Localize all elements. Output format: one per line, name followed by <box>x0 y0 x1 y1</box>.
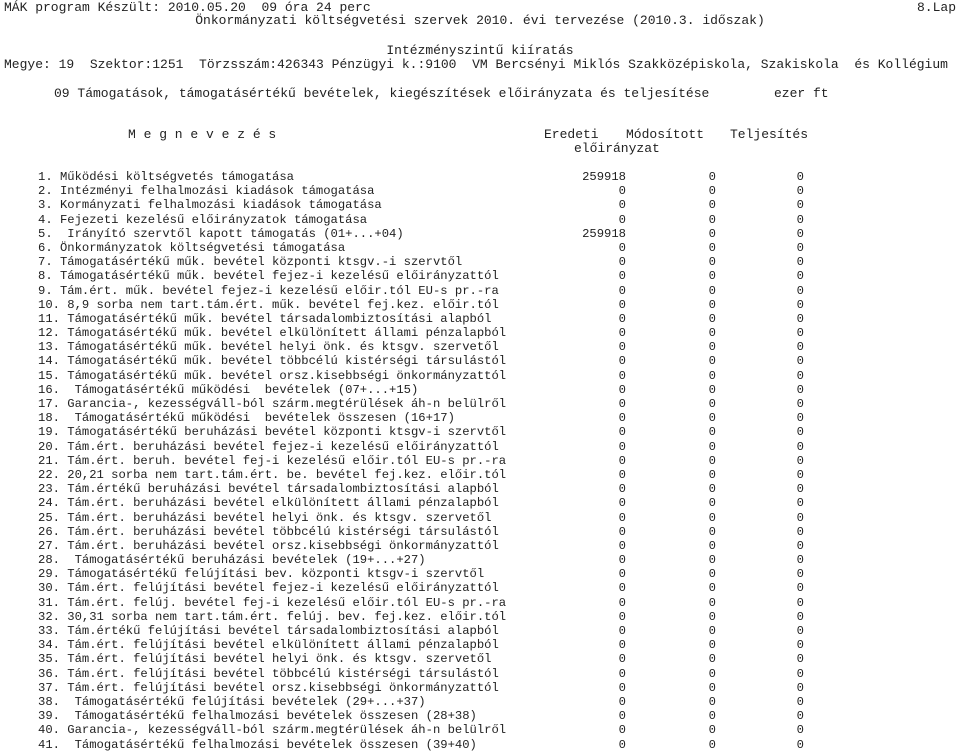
row-label: 35. Tám.ért. felújítási bevétel helyi önk. és ktsgv. szervetől <box>38 652 492 667</box>
row-modified-value: 0 <box>708 184 716 199</box>
row-original-value: 0 <box>618 553 626 568</box>
row-original-value: 0 <box>618 638 626 653</box>
row-label: 39. Támogatásértékű felhalmozási bevételek összesen (28+38) <box>38 709 477 724</box>
page-number: 8.Lap <box>916 0 956 15</box>
table-row <box>0 397 960 411</box>
row-modified-value: 0 <box>708 269 716 284</box>
row-actual-value: 0 <box>796 538 804 553</box>
table-row <box>0 596 960 610</box>
header-program-info: MÁK program Készült: 2010.05.20 09 óra 24 perc <box>4 0 371 15</box>
row-original-value: 0 <box>618 538 626 553</box>
row-modified-value: 0 <box>708 226 716 241</box>
row-label: 4. Fejezeti kezelésű előirányzatok támogatása <box>38 212 368 227</box>
row-actual-value: 0 <box>796 567 804 582</box>
column-header-modified: Módosított <box>626 127 705 142</box>
row-actual-value: 0 <box>796 340 804 355</box>
row-modified-value: 0 <box>708 723 716 738</box>
row-original-value: 0 <box>618 567 626 582</box>
table-row <box>0 184 960 198</box>
row-actual-value: 0 <box>796 652 804 667</box>
row-original-value: 0 <box>618 354 626 369</box>
row-modified-value: 0 <box>708 467 716 482</box>
table-row <box>0 738 960 752</box>
row-modified-value: 0 <box>708 368 716 383</box>
row-label: 22. 20,21 sorba nem tart.tám.ért. be. bevétel fej.kez. előir.tól <box>38 467 507 482</box>
table-row <box>0 482 960 496</box>
row-actual-value: 0 <box>796 326 804 341</box>
row-label: 7. Támogatásértékű műk. bevétel központi ktsgv.-i szervtől <box>38 255 463 270</box>
row-actual-value: 0 <box>796 397 804 411</box>
table-row <box>0 440 960 454</box>
row-original-value: 0 <box>618 694 626 709</box>
row-modified-value: 0 <box>708 354 716 369</box>
row-original-value: 0 <box>618 666 626 681</box>
row-actual-value: 0 <box>796 524 804 539</box>
table-row <box>0 468 960 482</box>
row-actual-value: 0 <box>796 255 804 270</box>
row-label: 5. Irányító szervtől kapott támogatás (01+...+04) <box>38 226 404 241</box>
row-original-value: 0 <box>618 581 626 596</box>
row-original-value: 0 <box>618 595 626 610</box>
row-original-value: 0 <box>618 255 626 270</box>
row-label: 26. Tám.ért. beruházási bevétel többcélú kistérségi társulástól <box>38 524 499 539</box>
row-actual-value: 0 <box>796 453 804 468</box>
row-modified-value: 0 <box>708 397 716 411</box>
row-original-value: 0 <box>618 326 626 341</box>
table-row <box>0 425 960 439</box>
report-subtitle: Önkormányzati költségvetési szervek 2010. évi tervezése (2010.3. időszak) <box>195 13 765 28</box>
row-label: 27. Tám.ért. beruházási bevétel orsz.kisebbségi önkormányzattól <box>38 538 499 553</box>
row-label: 12. Támogatásértékű műk. bevétel elkülönített állami pénzalapból <box>38 326 507 341</box>
row-label: 3. Kormányzati felhalmozási kiadások támogatása <box>38 198 382 213</box>
row-label: 23. Tám.értékű beruházási bevétel társadalombiztosítási alapból <box>38 482 499 497</box>
row-original-value: 0 <box>618 467 626 482</box>
row-label: 14. Támogatásértékű műk. bevétel többcélú kistérségi társulástól <box>38 354 507 369</box>
table-row <box>0 369 960 383</box>
row-original-value: 0 <box>618 397 626 411</box>
table-row <box>0 496 960 510</box>
row-modified-value: 0 <box>708 680 716 695</box>
row-original-value: 259918 <box>582 226 626 241</box>
row-modified-value: 0 <box>708 297 716 312</box>
row-actual-value: 0 <box>796 297 804 312</box>
row-actual-value: 0 <box>796 694 804 709</box>
row-label: 33. Tám.értékű felújítási bevétel társadalombiztosítási alapból <box>38 624 499 638</box>
row-actual-value: 0 <box>796 737 804 752</box>
row-modified-value: 0 <box>708 666 716 681</box>
row-actual-value: 0 <box>796 170 804 184</box>
row-actual-value: 0 <box>796 680 804 695</box>
table-row <box>0 326 960 340</box>
row-original-value: 0 <box>618 609 626 624</box>
row-original-value: 0 <box>618 283 626 298</box>
row-modified-value: 0 <box>708 553 716 568</box>
table-row <box>0 298 960 312</box>
row-actual-value: 0 <box>796 269 804 284</box>
row-label: 32. 30,31 sorba nem tart.tám.ért. felúj. bev. fej.kez. előir.tól <box>38 609 507 624</box>
table-row <box>0 340 960 354</box>
row-original-value: 0 <box>618 709 626 724</box>
table-row <box>0 652 960 666</box>
row-modified-value: 0 <box>708 453 716 468</box>
row-label: 36. Tám.ért. felújítási bevétel többcélú kistérségi társulástól <box>38 666 499 681</box>
row-actual-value: 0 <box>796 368 804 383</box>
row-label: 28. Támogatásértékű beruházási bevételek (19+...+27) <box>38 553 426 568</box>
column-header-actual: Teljesítés <box>730 127 809 142</box>
row-original-value: 0 <box>618 368 626 383</box>
row-actual-value: 0 <box>796 439 804 454</box>
row-original-value: 0 <box>618 184 626 199</box>
row-actual-value: 0 <box>796 283 804 298</box>
table-row <box>0 525 960 539</box>
row-label: 29. Támogatásértékű felújítási bev. központi ktsgv-i szervtől <box>38 567 485 582</box>
row-actual-value: 0 <box>796 311 804 326</box>
row-original-value: 259918 <box>582 170 626 184</box>
row-actual-value: 0 <box>796 467 804 482</box>
row-original-value: 0 <box>618 269 626 284</box>
unit-label: ezer ft <box>774 86 829 101</box>
data-table <box>0 170 960 752</box>
row-original-value: 0 <box>618 510 626 525</box>
row-actual-value: 0 <box>796 411 804 426</box>
row-modified-value: 0 <box>708 212 716 227</box>
row-original-value: 0 <box>618 524 626 539</box>
report-type: Intézményszintű kiíratás <box>386 43 574 58</box>
column-header-modified-sub: előirányzat <box>574 141 660 156</box>
table-row <box>0 213 960 227</box>
row-modified-value: 0 <box>708 538 716 553</box>
row-label: 41. Támogatásértékű felhalmozási bevételek összesen (39+40) <box>38 737 477 752</box>
row-modified-value: 0 <box>708 652 716 667</box>
row-original-value: 0 <box>618 624 626 638</box>
row-label: 34. Tám.ért. felújítási bevétel elkülönített állami pénzalapból <box>38 638 499 653</box>
row-label: 8. Támogatásértékű műk. bevétel fejez-i kezelésű előirányzattól <box>38 269 499 284</box>
row-modified-value: 0 <box>708 439 716 454</box>
row-original-value: 0 <box>618 496 626 511</box>
row-label: 9. Tám.ért. műk. bevétel fejez-i kezelésű előir.tól EU-s pr.-ra <box>38 283 499 298</box>
column-header-original: Eredeti <box>544 127 599 142</box>
row-label: 10. 8,9 sorba nem tart.tám.ért. műk. bevétel fej.kez. előir.tól <box>38 297 499 312</box>
table-row <box>0 227 960 241</box>
column-header-name: M e g n e v e z é s <box>128 127 277 142</box>
row-actual-value: 0 <box>796 709 804 724</box>
row-actual-value: 0 <box>796 226 804 241</box>
table-row <box>0 638 960 652</box>
row-label: 40. Garancia-, kezességváll-ból szárm.megtérülések áh-n belülről <box>38 723 507 738</box>
row-label: 11. Támogatásértékű műk. bevétel társadalombiztosítási alapból <box>38 311 492 326</box>
row-modified-value: 0 <box>708 240 716 255</box>
row-original-value: 0 <box>618 240 626 255</box>
row-modified-value: 0 <box>708 694 716 709</box>
row-label: 25. Tám.ért. beruházási bevétel helyi önk. és ktsgv. szervetől <box>38 510 492 525</box>
table-row <box>0 553 960 567</box>
table-row <box>0 284 960 298</box>
row-modified-value: 0 <box>708 255 716 270</box>
row-modified-value: 0 <box>708 581 716 596</box>
row-actual-value: 0 <box>796 425 804 440</box>
row-modified-value: 0 <box>708 638 716 653</box>
report-title: 09 Támogatások, támogatásértékű bevételek, kiegészítések előirányzata és teljesítése <box>54 86 710 101</box>
row-original-value: 0 <box>618 652 626 667</box>
row-original-value: 0 <box>618 382 626 397</box>
table-row <box>0 695 960 709</box>
row-modified-value: 0 <box>708 198 716 213</box>
row-modified-value: 0 <box>708 510 716 525</box>
row-modified-value: 0 <box>708 425 716 440</box>
row-label: 18. Támogatásértékű működési bevételek összesen (16+17) <box>38 411 455 426</box>
row-actual-value: 0 <box>796 553 804 568</box>
table-row <box>0 567 960 581</box>
row-label: 17. Garancia-, kezességváll-ból szárm.megtérülések áh-n belülről <box>38 397 507 411</box>
row-label: 21. Tám.ért. beruh. bevétel fej-i kezelésű előir.tól EU-s pr.-ra <box>38 453 507 468</box>
table-row <box>0 539 960 553</box>
row-original-value: 0 <box>618 340 626 355</box>
row-actual-value: 0 <box>796 609 804 624</box>
row-modified-value: 0 <box>708 737 716 752</box>
table-row <box>0 411 960 425</box>
row-modified-value: 0 <box>708 283 716 298</box>
row-modified-value: 0 <box>708 567 716 582</box>
row-actual-value: 0 <box>796 581 804 596</box>
row-label: 38. Támogatásértékű felújítási bevételek (29+...+37) <box>38 694 426 709</box>
row-actual-value: 0 <box>796 382 804 397</box>
row-actual-value: 0 <box>796 595 804 610</box>
table-row <box>0 312 960 326</box>
table-row <box>0 170 960 184</box>
row-original-value: 0 <box>618 311 626 326</box>
table-row <box>0 198 960 212</box>
table-row <box>0 241 960 255</box>
row-original-value: 0 <box>618 212 626 227</box>
row-label: 37. Tám.ért. felújítási bevétel orsz.kisebbségi önkormányzattól <box>38 680 499 695</box>
row-modified-value: 0 <box>708 411 716 426</box>
table-row <box>0 354 960 368</box>
row-original-value: 0 <box>618 482 626 497</box>
table-row <box>0 255 960 269</box>
row-label: 2. Intézményi felhalmozási kiadások támogatása <box>38 184 375 199</box>
table-row <box>0 624 960 638</box>
row-actual-value: 0 <box>796 482 804 497</box>
row-modified-value: 0 <box>708 170 716 184</box>
row-label: 13. Támogatásértékű műk. bevétel helyi önk. és ktsgv. szervetől <box>38 340 499 355</box>
row-label: 19. Támogatásértékű beruházási bevétel központi ktsgv-i szervtől <box>38 425 507 440</box>
row-modified-value: 0 <box>708 496 716 511</box>
row-modified-value: 0 <box>708 595 716 610</box>
row-original-value: 0 <box>618 680 626 695</box>
row-modified-value: 0 <box>708 609 716 624</box>
row-actual-value: 0 <box>796 666 804 681</box>
row-actual-value: 0 <box>796 638 804 653</box>
row-modified-value: 0 <box>708 524 716 539</box>
table-row <box>0 610 960 624</box>
row-modified-value: 0 <box>708 382 716 397</box>
row-modified-value: 0 <box>708 340 716 355</box>
row-label: 30. Tám.ért. felújítási bevétel fejez-i kezelésű előirányzattól <box>38 581 499 596</box>
table-row <box>0 723 960 737</box>
row-modified-value: 0 <box>708 624 716 638</box>
row-original-value: 0 <box>618 198 626 213</box>
row-label: 6. Önkormányzatok költségvetési támogatása <box>38 240 346 255</box>
table-row <box>0 269 960 283</box>
row-modified-value: 0 <box>708 326 716 341</box>
row-original-value: 0 <box>618 453 626 468</box>
row-label: 15. Támogatásértékű műk. bevétel orsz.kisebbségi önkormányzattól <box>38 368 507 383</box>
row-actual-value: 0 <box>796 496 804 511</box>
institution-info: Megye: 19 Szektor:1251 Törzsszám:426343 Pénzügyi k.:9100 VM Bercsényi Miklós Szakközépiskola, Szakiskola és Kollégium <box>4 57 948 72</box>
table-row <box>0 681 960 695</box>
row-original-value: 0 <box>618 439 626 454</box>
row-original-value: 0 <box>618 425 626 440</box>
row-original-value: 0 <box>618 723 626 738</box>
row-label: 31. Tám.ért. felúj. bevétel fej-i kezelésű előir.tól EU-s pr.-ra <box>38 595 507 610</box>
row-modified-value: 0 <box>708 482 716 497</box>
table-row <box>0 383 960 397</box>
table-row <box>0 454 960 468</box>
table-row <box>0 511 960 525</box>
row-actual-value: 0 <box>796 510 804 525</box>
row-actual-value: 0 <box>796 198 804 213</box>
row-modified-value: 0 <box>708 709 716 724</box>
row-label: 16. Támogatásértékű működési bevételek (07+...+15) <box>38 382 419 397</box>
row-modified-value: 0 <box>708 311 716 326</box>
row-actual-value: 0 <box>796 723 804 738</box>
row-actual-value: 0 <box>796 624 804 638</box>
table-row <box>0 581 960 595</box>
row-original-value: 0 <box>618 737 626 752</box>
row-original-value: 0 <box>618 411 626 426</box>
row-actual-value: 0 <box>796 354 804 369</box>
row-original-value: 0 <box>618 297 626 312</box>
row-actual-value: 0 <box>796 240 804 255</box>
row-label: 1. Működési költségvetés támogatása <box>38 170 294 184</box>
row-label: 20. Tám.ért. beruházási bevétel fejez-i kezelésű előirányzattól <box>38 439 499 454</box>
table-row <box>0 667 960 681</box>
row-actual-value: 0 <box>796 184 804 199</box>
row-label: 24. Tám.ért. beruházási bevétel elkülönített állami pénzalapból <box>38 496 499 511</box>
table-row <box>0 709 960 723</box>
row-actual-value: 0 <box>796 212 804 227</box>
